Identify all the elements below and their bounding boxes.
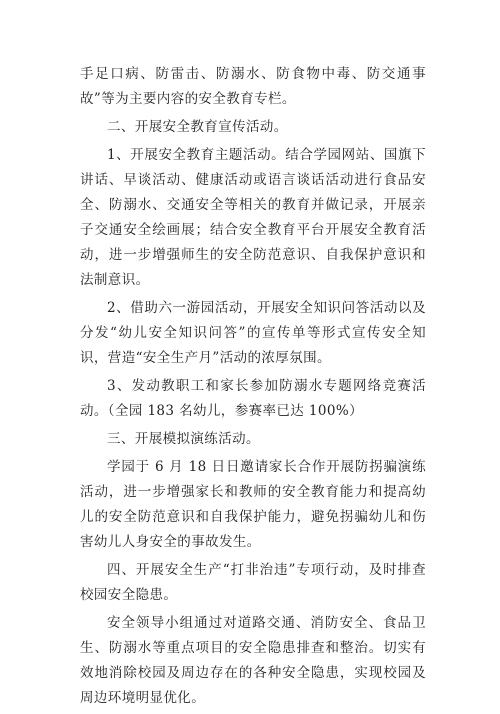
document-body [80, 62, 426, 714]
paragraph-continuation: 手足口病、防雷击、防溺水、防食物中毒、防交通事故”等为主要内容的安全教育专栏。 [80, 66, 426, 107]
paragraph-hazard-check: 安全领导小组通过对道路交通、消防安全、食品卫生、防溺水等重点项目的安全隐患排查和整治。切实有效地消除校园及周边存在的各种安全隐患，实现校园及周边环境明显优化。 [80, 615, 426, 706]
section-heading-3: 三、开展模拟演练活动。 [107, 431, 260, 447]
paragraph-theme-activities: 1、开展安全教育主题活动。结合学园网站、国旗下讲话、早谈活动、健康活动或语言谈话活动进行食品安全、防溺水、交通安全等相关的教育并做记录，开展亲子交通安全绘画展；结合安全教育平台开展安全教育活动，进一步增强师生的安全防范意识、自我保护意识和法制意识。 [80, 147, 426, 288]
paragraph-online-contest: 3、发动教职工和家长参加防溺水专题网络竞赛活动。（全园 183 名幼儿，参赛率已达 100%） [80, 378, 426, 419]
paragraph-drill: 学园于 6 月 18 日日邀请家长合作开展防拐骗演练活动，进一步增强家长和教师的安全教育能力和提高幼儿的安全防范意识和自我保护能力，避免拐骗幼儿和伤害幼儿人身安全的事故发生。 [80, 459, 426, 550]
paragraph-childrens-day: 2、借助六一游园活动，开展安全知识问答活动以及分发“幼儿安全知识问答”的宣传单等形式宣传安全知识，营造“安全生产月”活动的浓厚氛围。 [80, 300, 426, 366]
section-heading-2: 二、开展安全教育宣传活动。 [107, 119, 288, 135]
section-heading-4: 四、开展安全生产“打非治违”专项行动，及时排查校园安全隐患。 [80, 562, 426, 603]
